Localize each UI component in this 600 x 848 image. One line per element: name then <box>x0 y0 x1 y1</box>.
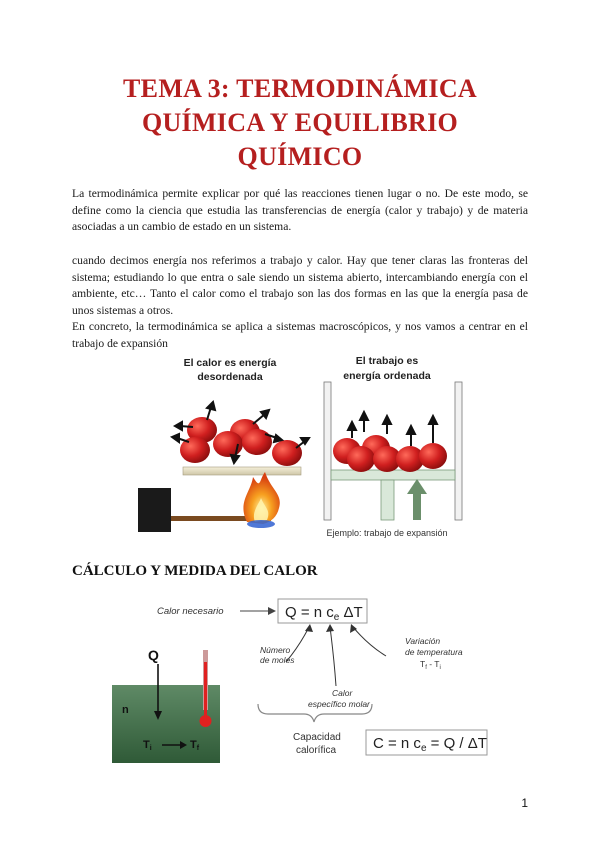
page-number: 1 <box>521 796 528 810</box>
heat-title-line-1: El calor es energía <box>183 357 277 369</box>
numero-moles-line-1: Número <box>260 645 291 655</box>
document-title <box>60 72 540 174</box>
ti-label: Ti <box>143 739 152 752</box>
work-title-line-1: El trabajo es <box>355 355 419 367</box>
paragraph-expansion: En concreto, la termodinámica se aplica a sistemas macroscópicos, y nos vamos a centrar en el trabajo de expansión <box>72 320 528 350</box>
disordered-spheres <box>180 417 302 466</box>
paragraph-intro: La termodinámica permite explicar por qué las reacciones tienen lugar o no. De este modo, se define como la ciencia que estudia las transferencias de energía (calor y trabajo) y de materia asociadas a un cambio de estado en un sistema. <box>72 187 528 234</box>
formula-c: C = n $c_e = Q / \Delta T$ <box>373 735 487 754</box>
pointer-arrows <box>286 627 386 686</box>
section-heading-heat: CÁLCULO Y MEDIDA DEL CALOR <box>72 563 318 579</box>
variacion-line-2: de temperatura <box>405 647 463 657</box>
title-line-2: QUÍMICA Y EQUILIBRIO <box>141 108 459 137</box>
tf-label: Tf <box>190 739 200 752</box>
arrow-right-icon <box>268 607 276 615</box>
calor-especifico-line-2: específico molar <box>308 699 370 709</box>
title-line-3: QUÍMICO <box>237 142 363 171</box>
push-arrow-icon <box>407 479 427 520</box>
calor-especifico-line-1: Calor <box>332 688 353 698</box>
capacidad-line-1: Capacidad <box>293 732 341 743</box>
capacidad-line-2: calorífica <box>296 745 337 756</box>
ordered-spheres <box>333 435 447 472</box>
flame-icon <box>243 472 279 528</box>
burner-block <box>138 488 171 532</box>
work-title-line-2: energía ordenada <box>343 370 431 382</box>
heat-title-line-2: desordenada <box>197 371 263 383</box>
calor-necesario-label: Calor necesario <box>157 606 224 617</box>
variacion-line-3: $T_f - T_i$ <box>420 659 441 671</box>
q-label: Q <box>148 647 159 663</box>
n-label: n <box>122 704 129 716</box>
upward-arrows <box>348 412 437 446</box>
formula-q: Q = n $c_e$ ΔT <box>285 604 363 623</box>
variacion-line-1: Variación <box>405 636 441 646</box>
expansion-caption: Ejemplo: trabajo de expansión <box>326 528 448 538</box>
title-line-1: TEMA 3: TERMODINÁMICA <box>123 74 477 103</box>
heat-plate <box>183 467 301 475</box>
figure-heat-vs-work <box>125 352 475 547</box>
numero-moles-line-2: de moles <box>260 655 295 665</box>
paragraph-energy: cuando decimos energía nos referimos a trabajo y calor. Hay que tener claras las fronteras del sistema; estudiando lo que entra o sale siendo un sistema abierto, intercambiando energía con el ambiente, etc… Tanto el calor como el trabajo son las dos formas en las que la energía pasa de unos sistemas a otros. <box>72 254 528 317</box>
figure-heat-calculation <box>110 590 500 780</box>
